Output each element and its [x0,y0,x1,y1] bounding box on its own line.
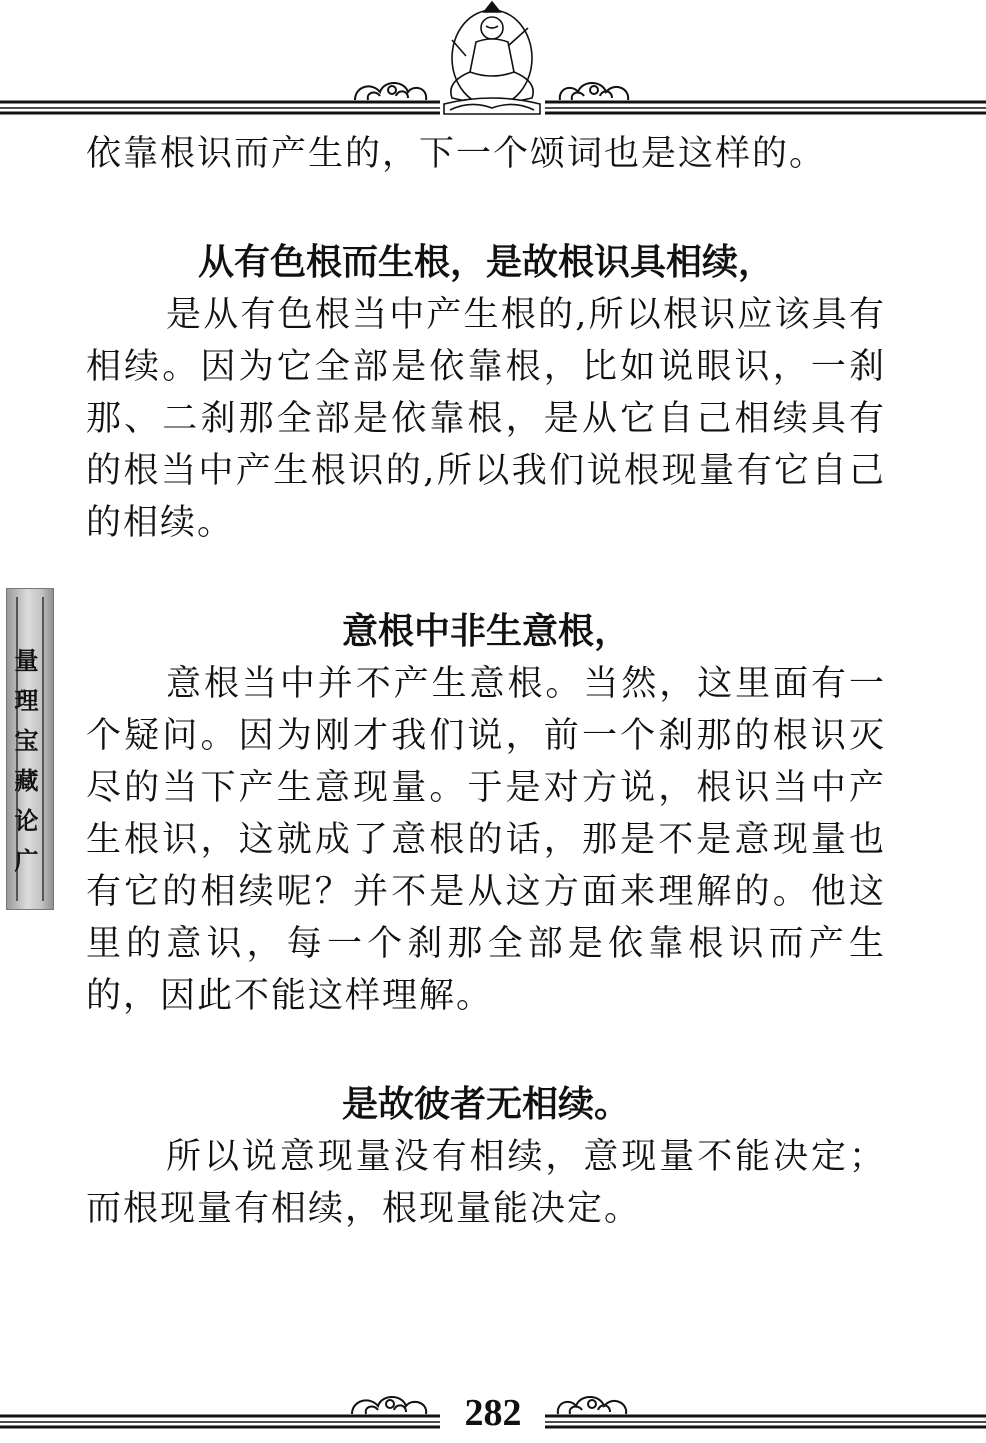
header-rule-right [545,102,986,113]
page-body [86,128,886,1235]
book-title-vertical: 量理宝藏论广 [10,648,39,888]
deity-figure-icon [444,2,540,114]
side-tab [6,588,54,910]
commentary-paragraph-1: 是从有色根当中产生根的,所以根识应该具有相续。因为它全部是依靠根，比如说眼识，一刹那、二刹那全部是依靠根，是从它自己相续具有的根当中产生根识的,所以我们说根现量有它自己的相续。 [86,295,886,543]
header-ornament [0,0,986,125]
cloud-scroll-icon [558,1397,626,1414]
cloud-scroll-icon [355,83,426,100]
verse-3: 是故彼者无相续。 [341,1084,630,1125]
side-tab-frame [10,597,44,901]
verse-2: 意根中非生意根， [341,611,630,652]
footer-rule-left [0,1416,440,1427]
intro-paragraph: 依靠根识而产生的，下一个颂词也是这样的。 [86,134,827,174]
commentary-paragraph-3: 所以说意现量没有相续，意现量不能决定；而根现量有相续，根现量能决定。 [86,1137,886,1229]
cloud-scroll-icon [352,1397,426,1414]
commentary-paragraph-2: 意根当中并不产生意根。当然，这里面有一个疑问。因为刚才我们说，前一个刹那的根识灭尽的当下产生意现量。于是对方说，根识当中产生根识，这就成了意根的话，那是不是意现量也有它的相续呢？并不是从这方面来理解的。他这里的意识，每一个刹那全部是依靠根识而产生的，因此不能这样理解。 [86,664,886,1016]
header-rule-left [0,102,440,113]
cloud-scroll-icon [560,83,628,100]
verse-1: 从有色根而生根，是故根识具相续， [197,242,774,283]
footer-rule-right [545,1416,986,1427]
page-number: 282 [464,1392,522,1434]
